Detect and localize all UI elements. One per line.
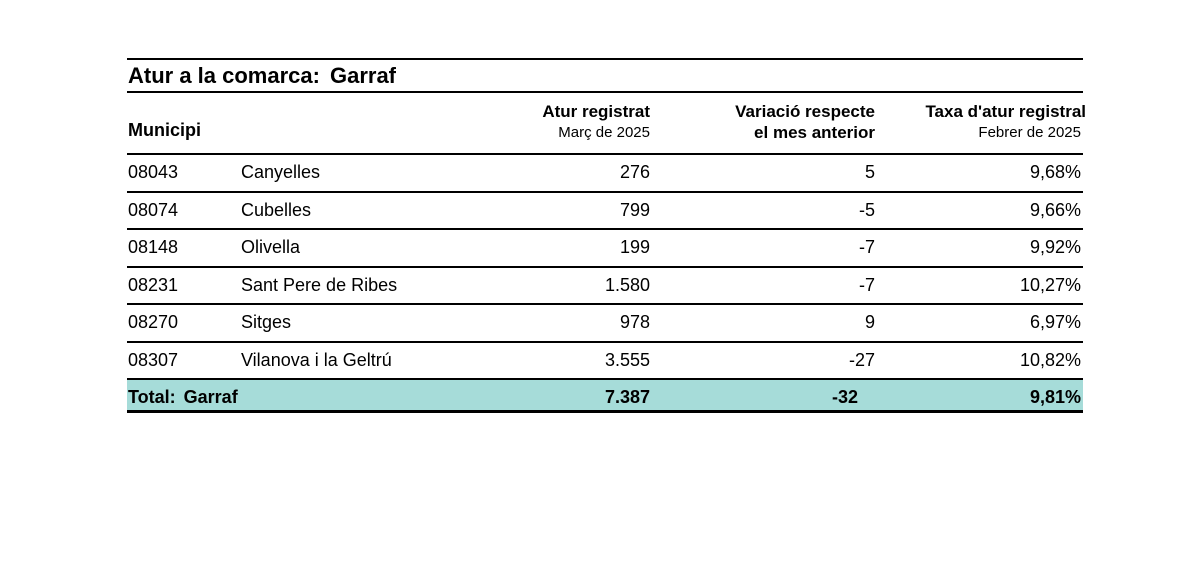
header-variacio-line2: el mes anterior <box>754 123 875 142</box>
row-taxa: 10,27% <box>1019 274 1081 295</box>
header-atur-main: Atur registrat <box>542 102 650 121</box>
table-row <box>127 193 1083 231</box>
row-taxa: 9,66% <box>1029 199 1081 220</box>
table-row <box>127 305 1083 343</box>
total-taxa: 9,81% <box>1029 387 1081 407</box>
total-label-name: Garraf <box>183 387 238 407</box>
row-code: 08307 <box>128 349 179 370</box>
table-row <box>127 268 1083 306</box>
row-variacio: -27 <box>848 349 875 370</box>
table-title <box>127 60 1083 93</box>
row-atur: 978 <box>619 312 650 332</box>
row-code: 08231 <box>128 274 179 295</box>
unemployment-table <box>127 58 1086 413</box>
row-name: Sant Pere de Ribes <box>241 274 398 295</box>
row-code: 08270 <box>128 312 179 332</box>
row-name: Vilanova i la Geltrú <box>241 349 392 370</box>
table-title-comarca: Garraf <box>329 62 397 88</box>
header-taxa-sub: Febrer de 2025 <box>978 124 1081 141</box>
total-label-prefix: Total: <box>128 387 176 407</box>
row-name: Canyelles <box>241 162 321 182</box>
row-taxa: 9,92% <box>1029 237 1081 257</box>
row-name: Olivella <box>241 237 301 257</box>
total-label <box>128 387 238 407</box>
header-variacio <box>735 101 875 143</box>
row-variacio: -5 <box>858 199 875 220</box>
row-code: 08043 <box>128 162 179 182</box>
row-taxa: 9,68% <box>1029 162 1081 182</box>
row-atur: 799 <box>619 199 650 220</box>
header-atur <box>542 101 650 143</box>
row-variacio: 9 <box>864 312 875 332</box>
header-municipi: Municipi <box>128 120 201 140</box>
row-taxa: 10,82% <box>1019 349 1081 370</box>
total-atur: 7.387 <box>604 387 650 407</box>
total-row <box>127 380 1083 413</box>
row-name: Cubelles <box>241 199 312 220</box>
table-row <box>127 155 1083 193</box>
total-variacio: -32 <box>831 387 858 407</box>
row-code: 08074 <box>128 199 179 220</box>
table-row <box>127 343 1083 381</box>
row-atur: 199 <box>619 237 650 257</box>
table-row <box>127 230 1083 268</box>
header-taxa <box>925 101 1086 143</box>
row-variacio: -7 <box>858 274 875 295</box>
table-header <box>127 93 1086 155</box>
header-taxa-main: Taxa d'atur registral <box>925 102 1086 121</box>
row-variacio: -7 <box>858 237 875 257</box>
row-atur: 3.555 <box>604 349 650 370</box>
row-taxa: 6,97% <box>1029 312 1081 332</box>
row-code: 08148 <box>128 237 179 257</box>
header-variacio-line1: Variació respecte <box>735 102 875 121</box>
row-name: Sitges <box>241 312 292 332</box>
header-atur-sub: Març de 2025 <box>558 124 650 141</box>
row-atur: 276 <box>619 162 650 182</box>
row-variacio: 5 <box>864 162 875 182</box>
row-atur: 1.580 <box>604 274 650 295</box>
table-title-prefix: Atur a la comarca: <box>128 62 320 88</box>
